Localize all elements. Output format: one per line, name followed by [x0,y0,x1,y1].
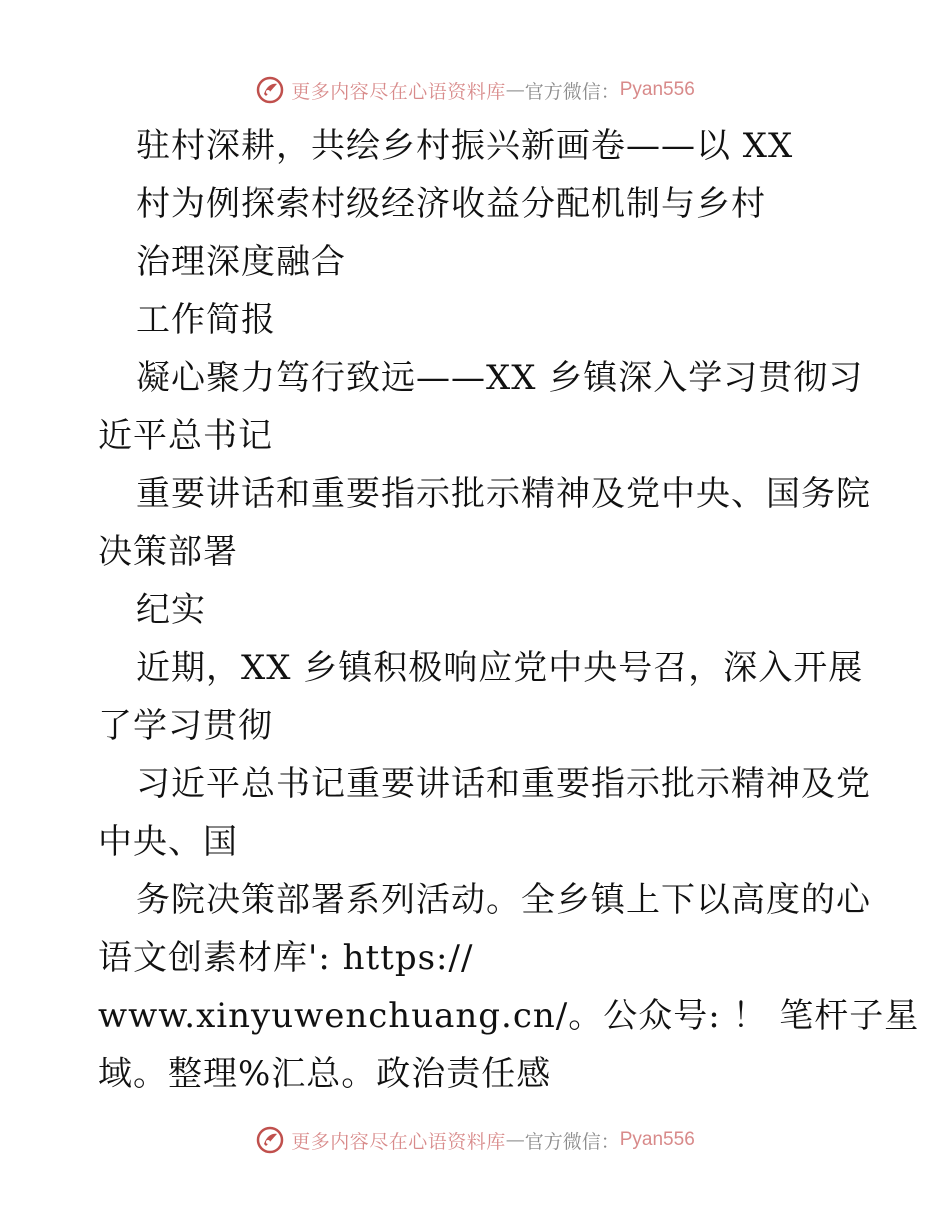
brand-logo-icon [255,75,285,105]
banner-official-label: 官方微信： [524,1130,620,1153]
banner-separator: — [505,1129,525,1151]
banner-site-text: 更多内容尽在心语资料库 [291,80,506,103]
banner-separator: — [505,79,525,101]
banner-site-text: 更多内容尽在心语资料库 [291,1130,506,1153]
doc-line-4: 工作简报 [136,300,276,340]
doc-line-15: 语文创素材库': https:// [98,938,474,978]
doc-line-16: www.xinyuwenchuang.cn/。公众号: ！ 笔杆子星 [98,996,920,1036]
banner-wechat-id: Pyan556 [619,1129,695,1150]
doc-line-8: 决策部署 [98,532,238,572]
doc-line-13: 中央、国 [98,822,238,862]
doc-line-3: 治理深度融合 [136,242,346,282]
doc-line-5: 凝心聚力笃行致远——XX 乡镇深入学习贯彻习 [136,358,864,398]
doc-line-12: 习近平总书记重要讲话和重要指示批示精神及党 [136,764,871,804]
brand-logo-icon [255,1125,285,1155]
doc-line-14: 务院决策部署系列活动。全乡镇上下以高度的心 [136,880,871,920]
doc-line-10: 近期，XX 乡镇积极响应党中央号召，深入开展 [136,648,864,688]
doc-line-7: 重要讲话和重要指示批示精神及党中央、国务院 [136,474,871,514]
doc-line-9: 纪实 [136,590,206,630]
header-watermark-banner [0,70,950,110]
footer-watermark-banner [0,1120,950,1160]
doc-line-11: 了学习贯彻 [98,706,273,746]
banner-wechat-id: Pyan556 [619,79,695,100]
doc-line-2: 村为例探索村级经济收益分配机制与乡村 [136,184,766,224]
doc-line-6: 近平总书记 [98,416,273,456]
doc-line-1: 驻村深耕，共绘乡村振兴新画卷——以 XX [136,126,794,166]
doc-line-17: 域。整理%汇总。政治责任感 [98,1054,552,1094]
banner-official-label: 官方微信： [524,80,620,103]
